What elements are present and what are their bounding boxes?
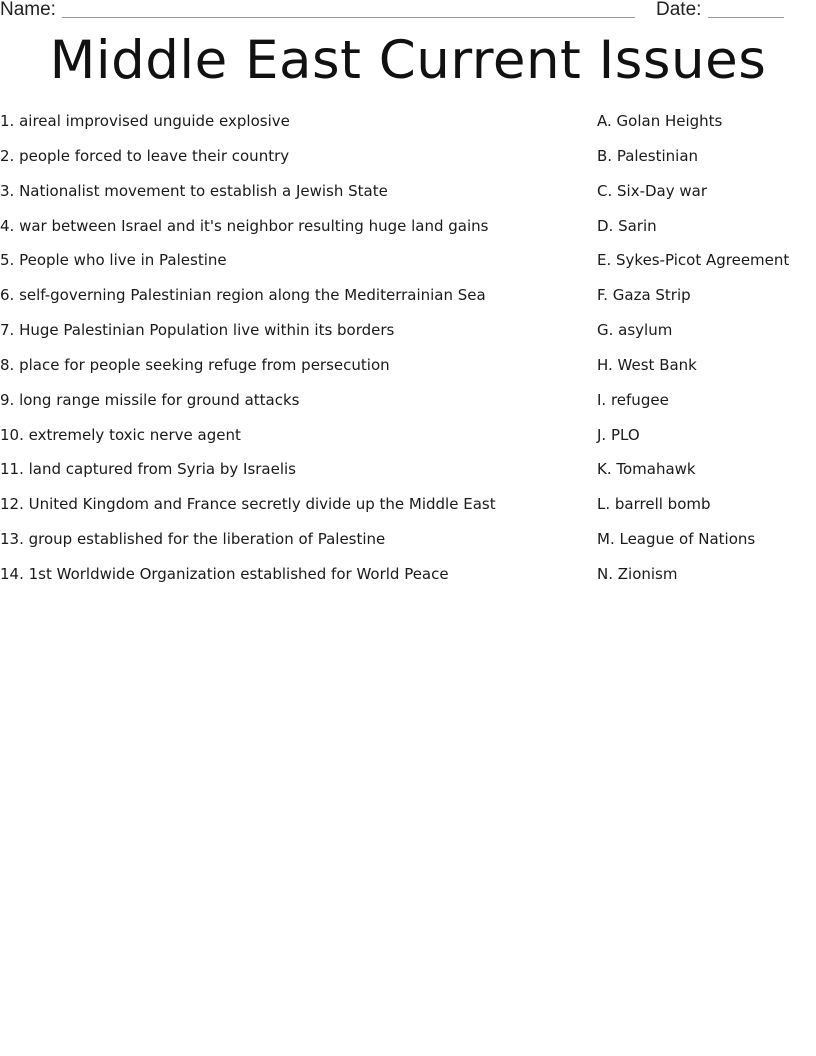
answer-item: B. Palestinian (597, 146, 699, 165)
name-label: Name: (0, 0, 56, 20)
answer-item: E. Sykes-Picot Agreement (597, 251, 790, 270)
question-item: 8. place for people seeking refuge from persecution (0, 355, 390, 374)
question-item: 11. land captured from Syria by Israelis (0, 460, 296, 479)
question-item: 2. people forced to leave their country (0, 146, 290, 165)
question-list (0, 110, 590, 598)
answer-item: L. barrell bomb (597, 495, 711, 514)
worksheet-title: Middle East Current Issues (49, 30, 767, 91)
answer-item: K. Tomahawk (597, 460, 696, 479)
question-item: 3. Nationalist movement to establish a Jewish State (0, 181, 388, 200)
date-blank-line (708, 17, 784, 18)
question-item: 5. People who live in Palestine (0, 251, 227, 270)
answer-item: I. refugee (597, 390, 669, 409)
answer-item: N. Zionism (597, 564, 678, 583)
question-item: 1. aireal improvised unguide explosive (0, 112, 290, 130)
answer-item: G. asylum (597, 321, 673, 340)
answer-list (597, 110, 812, 598)
answer-item: F. Gaza Strip (597, 286, 691, 305)
answer-item: J. PLO (597, 425, 640, 444)
question-item: 14. 1st Worldwide Organization established for World Peace (0, 564, 449, 583)
question-item: 12. United Kingdom and France secretly divide up the Middle East (0, 495, 496, 514)
name-blank-line (62, 17, 635, 18)
question-item: 7. Huge Palestinian Population live within its borders (0, 321, 395, 340)
answer-item: C. Six-Day war (597, 181, 708, 200)
answer-item: M. League of Nations (597, 530, 756, 549)
question-item: 9. long range missile for ground attacks (0, 390, 300, 409)
question-item: 4. war between Israel and it's neighbor resulting huge land gains (0, 216, 489, 235)
answer-item: H. West Bank (597, 355, 697, 374)
answer-item: A. Golan Heights (597, 112, 723, 130)
worksheet-header (0, 0, 816, 24)
question-item: 10. extremely toxic nerve agent (0, 425, 241, 444)
answer-item: D. Sarin (597, 216, 657, 235)
question-item: 13. group established for the liberation of Palestine (0, 530, 386, 549)
question-item: 6. self-governing Palestinian region along the Mediterrainian Sea (0, 286, 486, 305)
date-label: Date: (656, 0, 702, 20)
